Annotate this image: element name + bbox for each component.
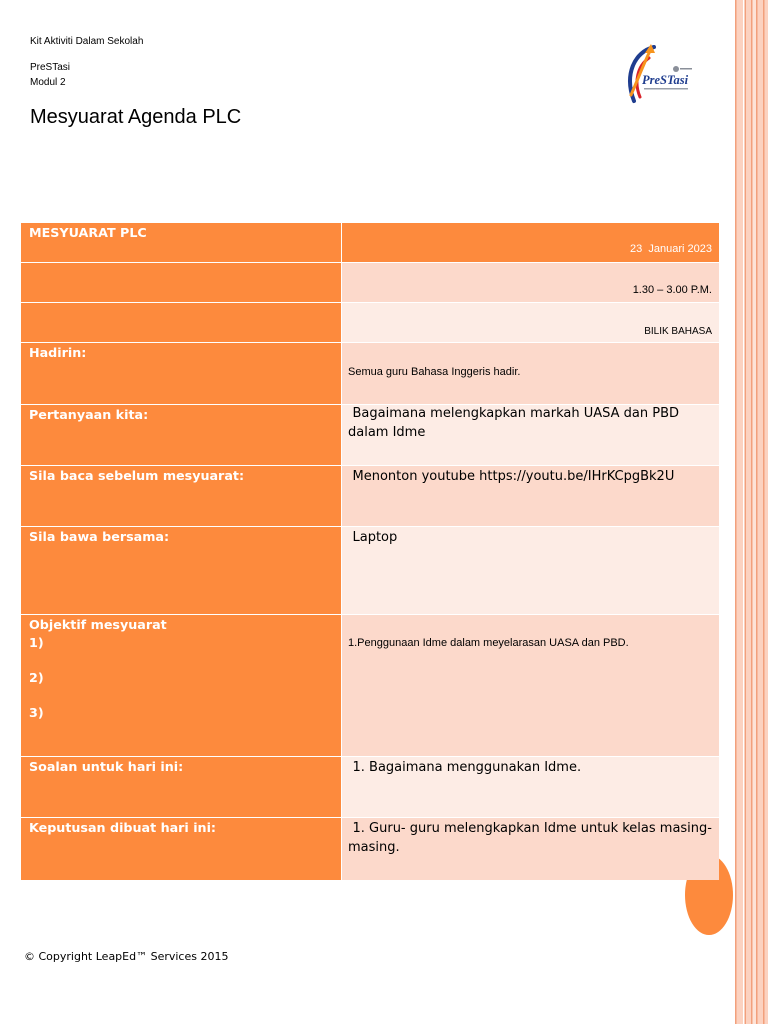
pre-reading-label: Sila baca sebelum mesyuarat: [29,468,245,483]
attendees-label-cell [21,343,341,404]
program-label: PreSTasi [30,62,71,73]
attendees-value: Semua guru Bahasa Inggeris hadir. [348,366,521,378]
objective-item: 1) [29,634,44,650]
kit-label: Kit Aktiviti Dalam Sekolah [30,36,144,47]
attendees-value-cell [342,343,719,404]
todays-question-value-cell [342,757,719,817]
table-heading-cell [21,223,341,262]
decision-value-cell [342,818,719,880]
meeting-date: 23 Januari 2023 [630,243,712,255]
logo-text: PreSTasi [642,73,689,87]
prestasi-logo [622,43,694,107]
objectives-value-cell [342,615,719,756]
decision-label-cell [21,818,341,880]
todays-question-label: Soalan untuk hari ini: [29,759,184,774]
bring-value: Laptop [352,530,398,545]
crest-icon [673,66,679,72]
meeting-venue: BILIK BAHASA [644,326,712,337]
page-title: Mesyuarat Agenda PLC [30,106,242,128]
objectives-value: 1.Penggunaan Idme dalam meyelarasan UASA dan PBD. [348,637,629,649]
bring-label-cell [21,527,341,614]
page-border-stripes [735,0,768,1024]
time-cell [342,263,719,302]
attendees-label: Hadirin: [29,345,87,360]
date-cell [342,223,719,262]
objective-item: 2) [29,669,44,685]
blank-line [29,651,333,669]
todays-question-value: 1. Bagaimana menggunakan Idme. [352,760,582,775]
objectives-label: Objektif mesyuarat [29,617,167,632]
copyright-text: © Copyright LeapEd™ Services 2015 [24,950,229,963]
question-value-cell [342,405,719,465]
question-label-cell [21,405,341,465]
pre-reading-value: Menonton youtube https://youtu.be/IHrKCpgBk2U [352,469,675,484]
bring-label: Sila bawa bersama: [29,529,170,544]
logo-crest-line [680,68,692,70]
logo-tagline-line [644,88,688,90]
objectives-label-cell [21,615,341,756]
agenda-table [21,223,719,880]
question-label: Pertanyaan kita: [29,407,149,422]
blank-line [29,686,333,704]
table-heading: MESYUARAT PLC [29,225,147,240]
bring-value-cell [342,527,719,614]
venue-cell [342,303,719,342]
decision-value: 1. Guru- guru melengkapkan Idme untuk kelas masing-masing. [348,821,712,855]
meeting-time: 1.30 – 3.00 P.M. [632,284,712,296]
decision-label: Keputusan dibuat hari ini: [29,820,216,835]
time-label-cell [21,263,341,302]
module-label: Modul 2 [30,77,66,88]
todays-question-label-cell [21,757,341,817]
objective-item: 3) [29,704,44,720]
venue-label-cell [21,303,341,342]
pre-reading-value-cell [342,466,719,526]
pre-reading-label-cell [21,466,341,526]
question-value: Bagaimana melengkapkan markah UASA dan PBD dalam Idme [348,406,679,440]
